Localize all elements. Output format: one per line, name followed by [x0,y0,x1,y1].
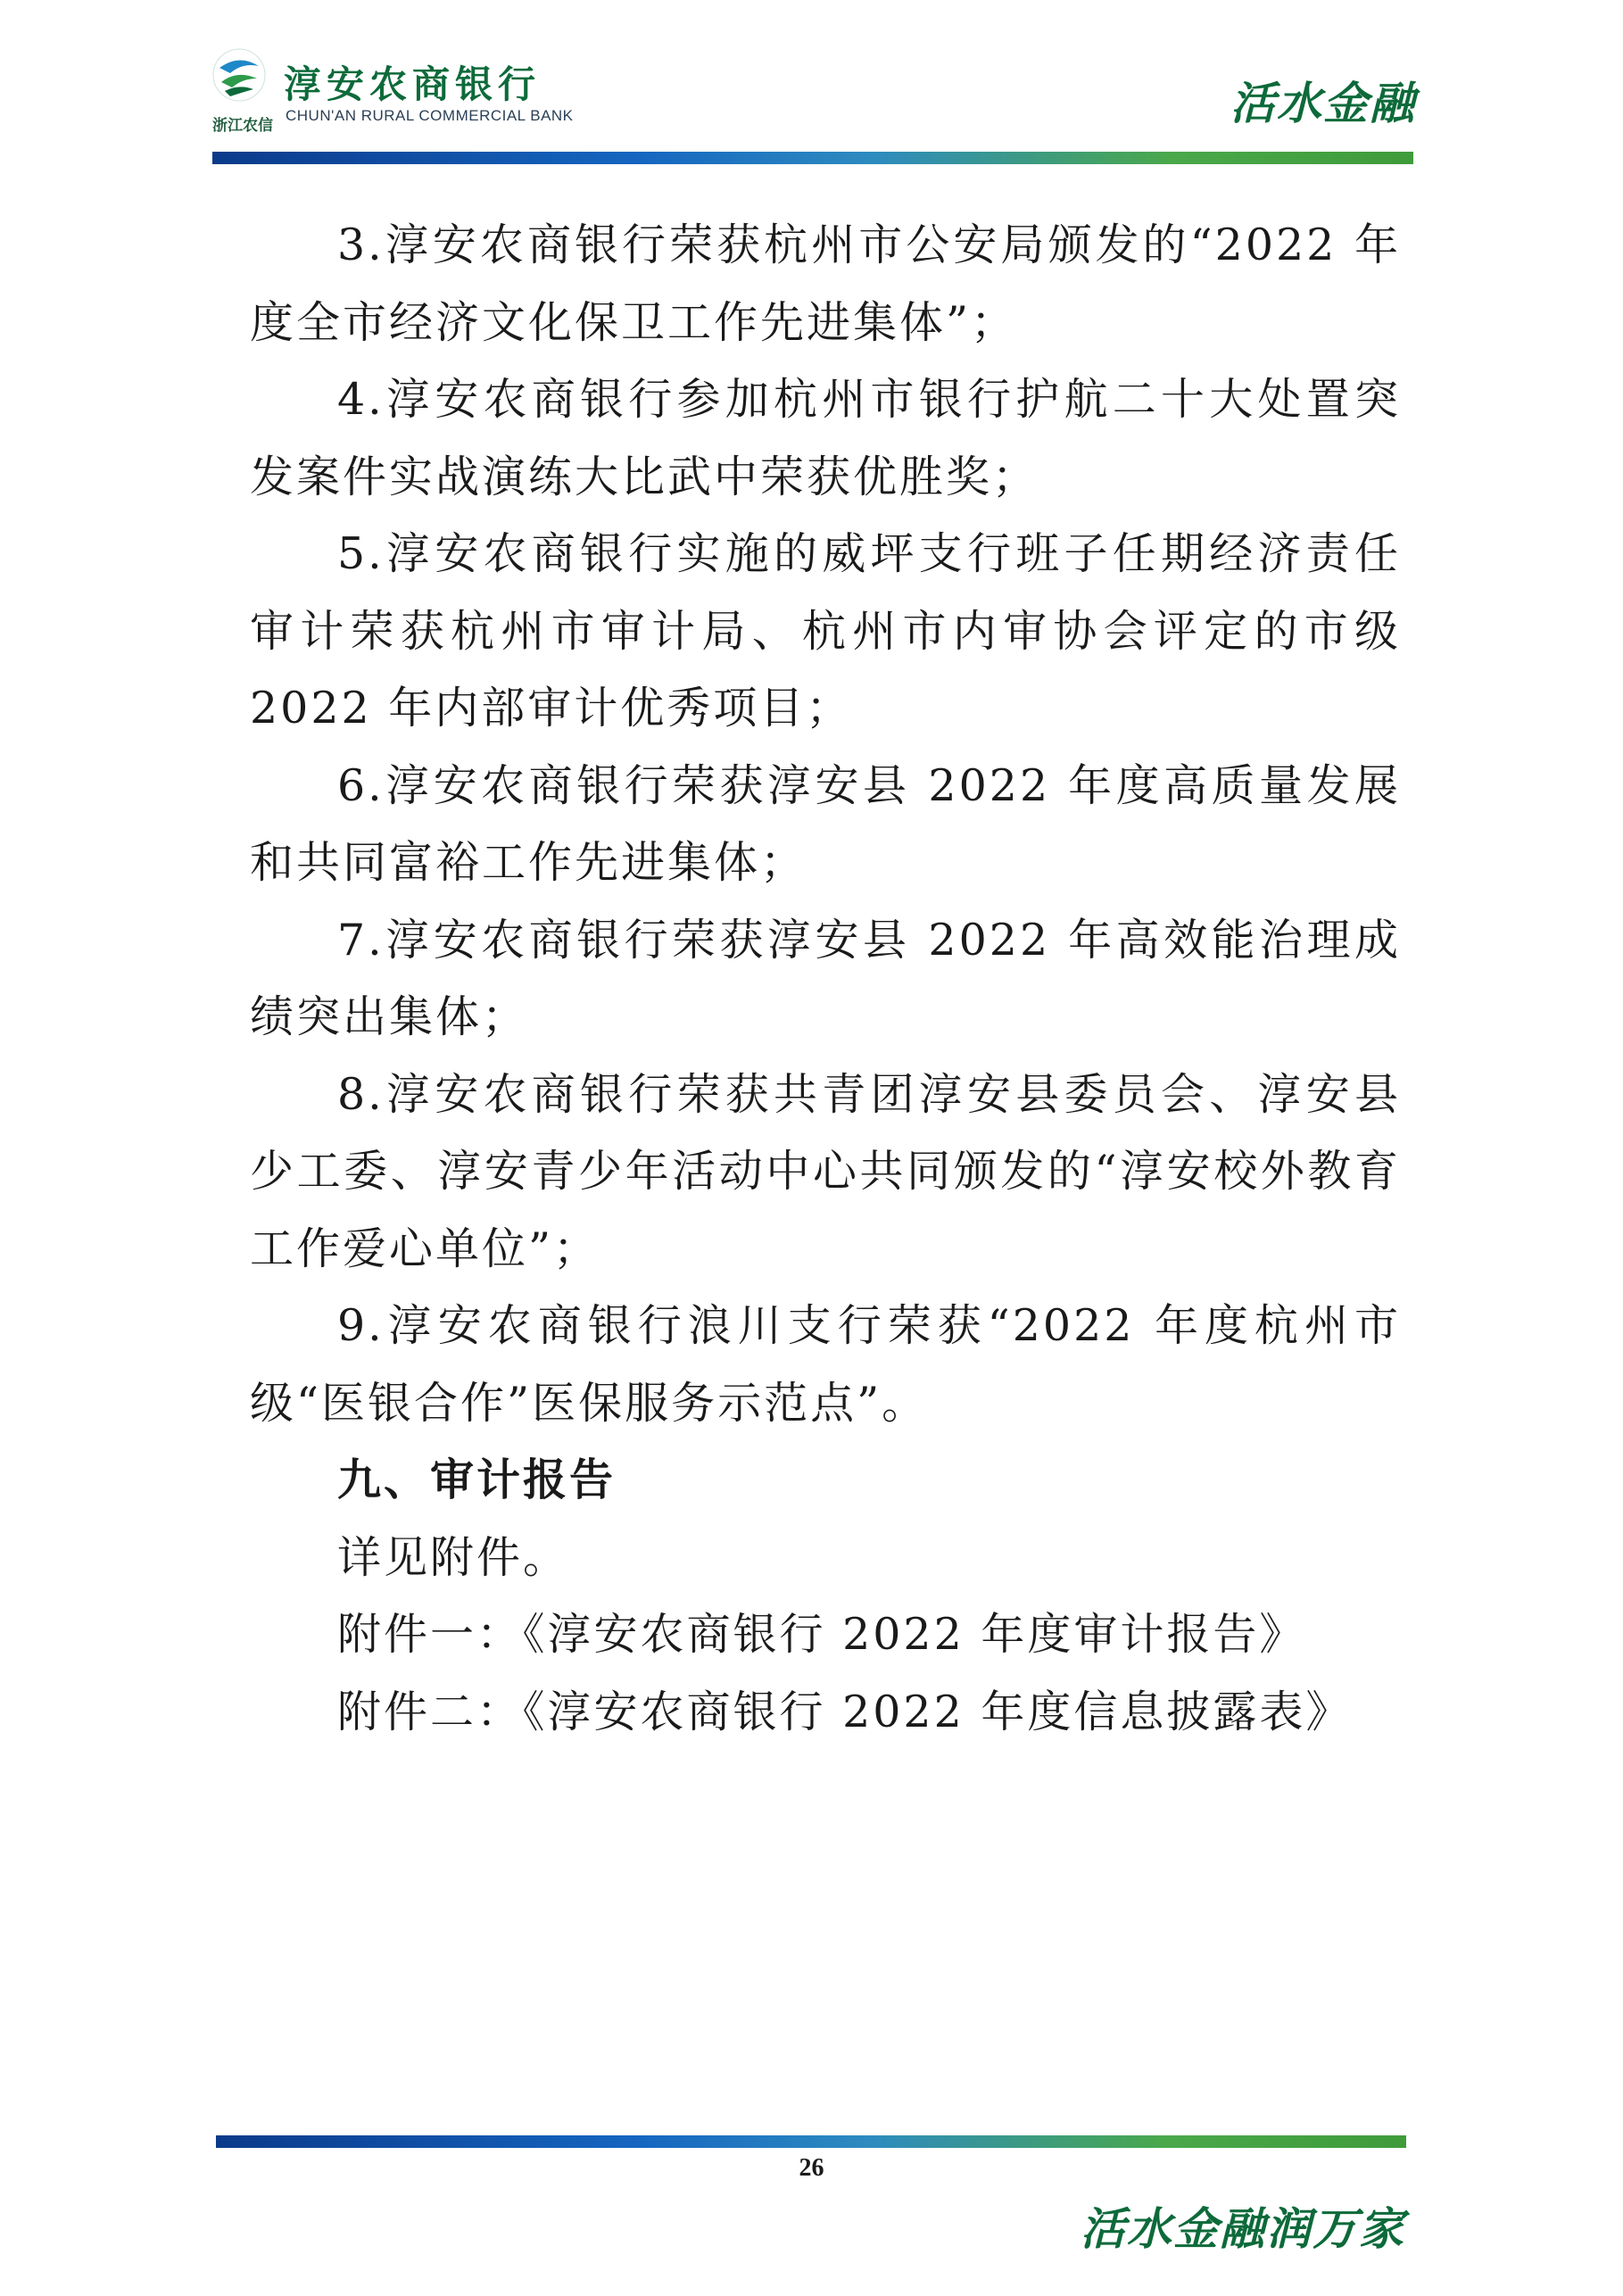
paragraph-item-6: 6.淳安农商银行荣获淳安县 2022 年度高质量发展和共同富裕工作先进集体； [250,759,1401,888]
footer-divider [216,2135,1406,2148]
page-number: 26 [799,2154,824,2182]
attachment-2: 附件二：《淳安农商银行 2022 年度信息披露表》 [337,1686,1353,1737]
paragraph-item-8: 8.淳安农商银行荣获共青团淳安县委员会、淳安县少工委、淳安青少年活动中心共同颁发的“淳安校外教育工作爱心单位”； [250,1068,1401,1274]
paragraph-item-5: 5.淳安农商银行实施的威坪支行班子任期经济责任审计荣获杭州市审计局、杭州市内审协会评定的市级 2022 年内部审计优秀项目； [250,528,1401,734]
section-heading: 九、审计报告 [337,1455,617,1505]
bank-name-english: CHUN'AN RURAL COMMERCIAL BANK [286,107,574,124]
paragraph-item-9: 9.淳安农商银行浪川支行荣获“2022 年度杭州市级“医银合作”医保服务示范点”。 [250,1300,1401,1429]
bank-logo-icon [212,48,266,102]
header-slogan: 活水金融 [1230,77,1416,129]
section-text: 详见附件。 [337,1531,570,1583]
document-body [250,207,1401,1751]
logo-subtitle: 浙江农信 [212,117,273,135]
paragraph-item-7: 7.淳安农商银行荣获淳安县 2022 年高效能治理成绩突出集体； [250,914,1401,1042]
attachment-1: 附件一：《淳安农商银行 2022 年度审计报告》 [337,1609,1306,1660]
page-header [0,0,1623,170]
footer-slogan: 活水金融润万家 [1081,2202,1405,2255]
paragraph-item-4: 4.淳安农商银行参加杭州市银行护航二十大处置突发案件实战演练大比武中荣获优胜奖； [250,374,1401,502]
header-divider [212,152,1413,164]
paragraph-item-3: 3.淳安农商银行荣获杭州市公安局颁发的“2022 年度全市经济文化保卫工作先进集体”； [250,220,1401,348]
bank-name: 淳安农商银行 [284,62,542,106]
